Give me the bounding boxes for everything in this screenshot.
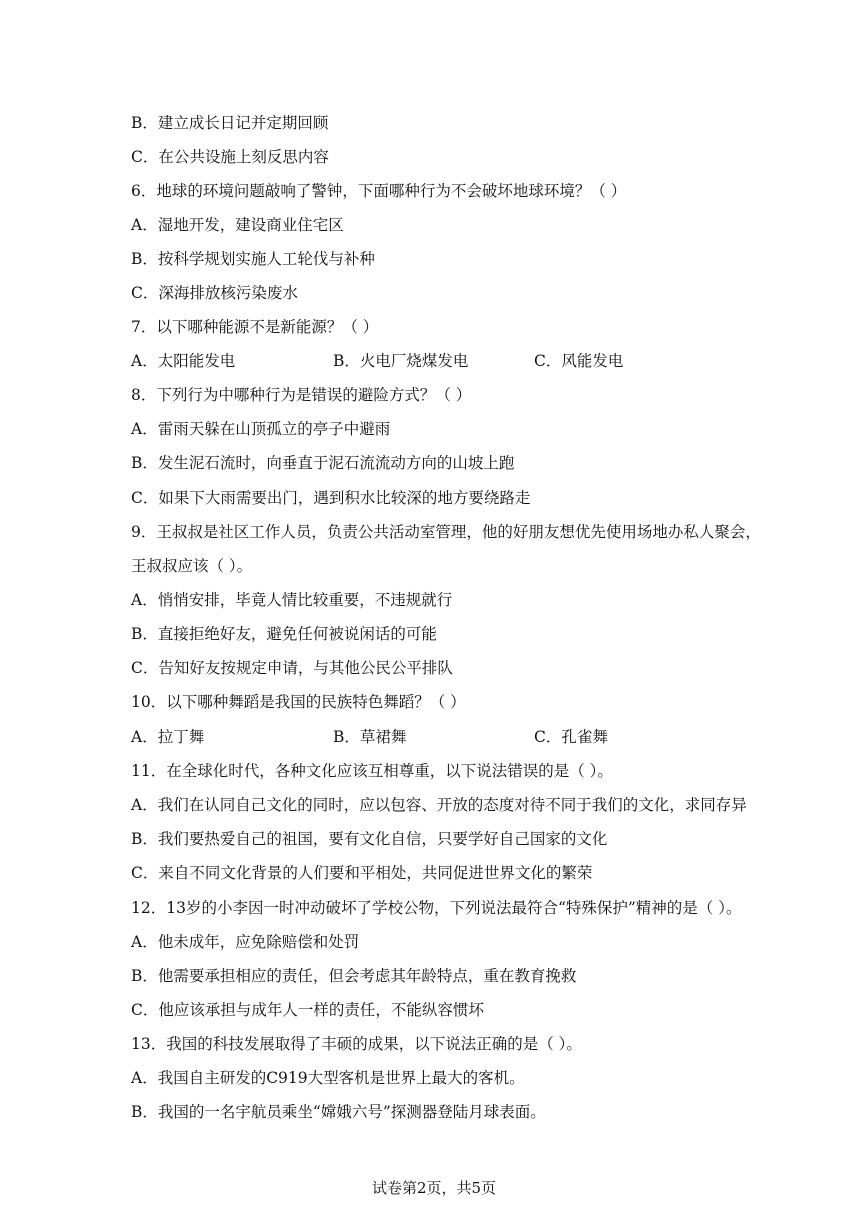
- q9-option-c: C．告知好友按规定申请，与其他公民公平排队: [131, 659, 453, 677]
- q8-option-a: A．雷雨天躲在山顶孤立的亭子中避雨: [131, 420, 391, 438]
- q6-option-c: C．深海排放核污染废水: [131, 284, 298, 302]
- q11-option-a: A．我们在认同自己文化的同时，应以包容、开放的态度对待不同于我们的文化，求同存异: [131, 796, 747, 814]
- question-11: 11．在全球化时代，各种文化应该互相尊重，以下说法错误的是（ ）。: [131, 762, 613, 780]
- question-13: 13．我国的科技发展取得了丰硕的成果，以下说法正确的是（ ）。: [131, 1035, 582, 1053]
- question-9: 9．王叔叔是社区工作人员，负责公共活动室管理，他的好朋友想优先使用场地办私人聚会，: [131, 523, 761, 541]
- q13-option-a: A．我国自主研发的C919大型客机是世界上最大的客机。: [131, 1069, 525, 1087]
- question-12: 12．13岁的小李因一时冲动破坏了学校公物，下列说法最符合“特殊保护”精神的是（ ）。: [131, 899, 742, 917]
- question-10: 10．以下哪种舞蹈是我国的民族特色舞蹈？（ ）: [131, 693, 466, 711]
- q13-option-b: B．我国的一名宇航员乘坐“嫦娥六号”探测器登陆月球表面。: [131, 1103, 546, 1121]
- q10-option-a: A．拉丁舞: [131, 728, 205, 746]
- q6-option-a: A．湿地开发，建设商业住宅区: [131, 216, 344, 234]
- q7-option-b: B．火电厂烧煤发电: [333, 352, 469, 370]
- option-b-growth-diary: B．建立成长日记并定期回顾: [131, 114, 329, 132]
- q8-option-c: C．如果下大雨需要出门，遇到积水比较深的地方要绕路走: [131, 489, 531, 507]
- question-8: 8．下列行为中哪种行为是错误的避险方式？（ ）: [131, 386, 472, 404]
- question-7: 7．以下哪种能源不是新能源？（ ）: [131, 318, 379, 336]
- q9-option-a: A．悄悄安排，毕竟人情比较重要，不违规就行: [131, 591, 453, 609]
- q11-option-c: C．来自不同文化背景的人们要和平相处，共同促进世界文化的繁荣: [131, 864, 593, 882]
- q8-option-b: B．发生泥石流时，向垂直于泥石流流动方向的山坡上跑: [131, 454, 515, 472]
- q12-option-a: A．他未成年，应免除赔偿和处罚: [131, 933, 360, 951]
- q7-option-a: A．太阳能发电: [131, 352, 236, 370]
- q11-option-b: B．我们要热爱自己的祖国，要有文化自信，只要学好自己国家的文化: [131, 830, 608, 848]
- question-9-cont: 王叔叔应该（ ）。: [131, 557, 253, 575]
- question-6: 6．地球的环境问题敲响了警钟，下面哪种行为不会破坏地球环境？（ ）: [131, 182, 627, 200]
- q7-option-c: C．风能发电: [534, 352, 624, 370]
- q6-option-b: B．按科学规划实施人工轮伐与补种: [131, 250, 375, 268]
- q12-option-c: C．他应该承担与成年人一样的责任，不能纵容惯坏: [131, 1001, 484, 1019]
- q10-options: [131, 727, 771, 747]
- page-footer: 试卷第2页，共5页: [371, 1179, 497, 1197]
- q9-option-b: B．直接拒绝好友，避免任何被说闲话的可能: [131, 625, 437, 643]
- option-c-carve-public: C．在公共设施上刻反思内容: [131, 148, 329, 166]
- q10-option-c: C．孔雀舞: [534, 728, 608, 746]
- q12-option-b: B．他需要承担相应的责任，但会考虑其年龄特点，重在教育挽救: [131, 967, 577, 985]
- q10-option-b: B．草裙舞: [333, 728, 407, 746]
- q7-options: [131, 351, 771, 371]
